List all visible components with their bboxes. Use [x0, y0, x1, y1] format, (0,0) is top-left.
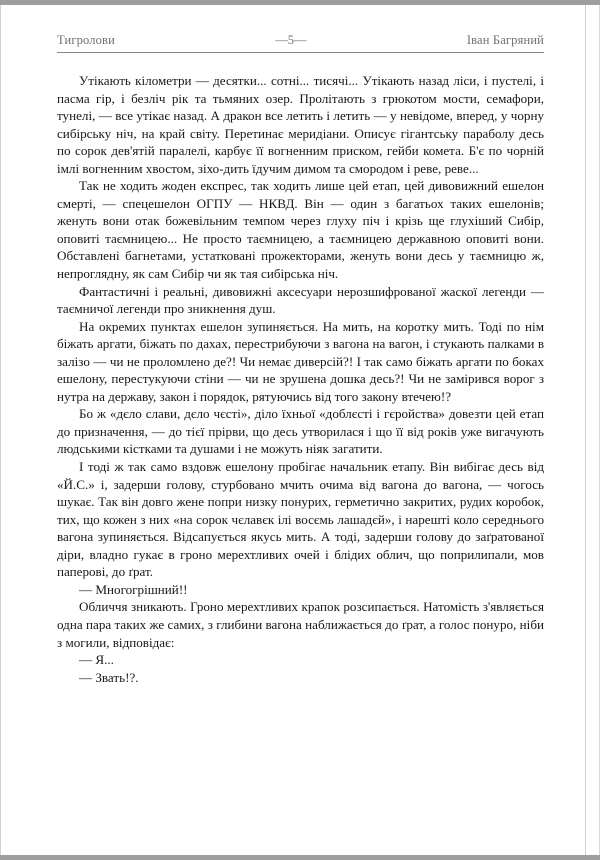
page-frame-bottom [0, 855, 600, 860]
page-frame-right [585, 5, 586, 855]
paragraph: Фантастичні і реальні, дивовижні аксесуари нерозшифрованої жаскої легенди — таємничої легенди про зникнення душ. [57, 283, 548, 317]
page-frame-top [0, 0, 600, 5]
paragraph: І тоді ж так само вздовж ешелону пробігає начальник етапу. Він вибігає десь від «Й.С.» і, задерши голову, стурбовано мчить очима від вагона до вагона, — чогось шукає. Так він довго жене попри низку понурих, герметично закритих, рудих коробок, тих, що кожен з них «на сорок чєлавєк ілі восємь лашадєй», і нарешті коло середнього вагона зупиняється. Відсапується якусь мить. А тоді, задерши голову до заґратованої діри, владно гукає в гроно мерехтливих очей і блідих облич, що поприлипали, мов паперові, до ґрат. [57, 459, 548, 580]
running-header-book-title: Тигролови [57, 33, 115, 47]
body-text-block [57, 72, 548, 686]
paragraph: Бо ж «дєло слави, дєло чєсті», діло їхньої «доблєсті і гєройства» довезти цей етап до призначення, — до тієї прірви, що десь утворилася і що її від років уже вигачують людськими кістками та душами і не можуть ніяк загатити. [57, 406, 548, 457]
paragraph: На окремих пунктах ешелон зупиняється. На мить, на коротку мить. Тоді по нім біжать аргати, біжать по дахах, перестрибуючи з вагона на вагон, і стукають палками в залізо — чи не проломлено де?! Чи немає диверсій?! І так само біжать аргати по боках ешелону, перестукуючи стіни — чи не зрушена дошка десь?! Чи не замірився ворог з нутра на державу, закон і порядок, рятуючись від того закону втечею!? [57, 318, 548, 404]
paragraph: Обличчя зникають. Гроно мерехтливих крапок розсипається. Натомість з'являється одна пара таких же самих, з глибини вагона наближається до ґрат, а голос понуро, ніби з могили, відповідає: [57, 599, 548, 650]
dialogue-line: — Многогрішний!! [79, 581, 188, 597]
paragraph: Так не ходить жоден експрес, так ходить лише цей етап, цей дивовижний ешелон смерті, — спецешелон ОГПУ — НКВД. Він — один з багатьох таких ешелонів; женуть вони отак божевільним темпом через глуху піч і крізь ще глухіший Сибір, оповиті таємницею... Не просто таємницею, а таємницею державною оповиті вони. Обставлені багнетами, устатковані прожекторами, женуть вони десь у таємницю ж, непроглядну, як сам Сибір чи як тая сибірська ніч. [57, 178, 548, 282]
page-number: —5— [275, 33, 307, 47]
running-header-author: Іван Багряний [466, 33, 544, 47]
page-frame-left [0, 5, 1, 855]
dialogue-line: — Звать!?. [79, 669, 139, 685]
dialogue-line: — Я... [79, 652, 114, 668]
running-header [57, 33, 544, 53]
paragraph: Утікають кілометри — десятки... сотні... тисячі... Утікають назад ліси, і пустелі, і пасма гір, і безліч рік та тьмяних озер. Пролітають з грюкотом мости, семафори, тунелі, — все утікає назад. А дракон все летить і летить — у невідоме, вперед, у чорну сибірську ніч, на край світу. Перетинає меридіани. Описує гігантську параболу десь по сорок дев'ятій паралелі, карбує її вогненним приском, гейби комета. Б'є по чорній імлі вогненним хвостом, зіхо-дить їдучим димом та смородом і реве, реве... [57, 73, 548, 176]
